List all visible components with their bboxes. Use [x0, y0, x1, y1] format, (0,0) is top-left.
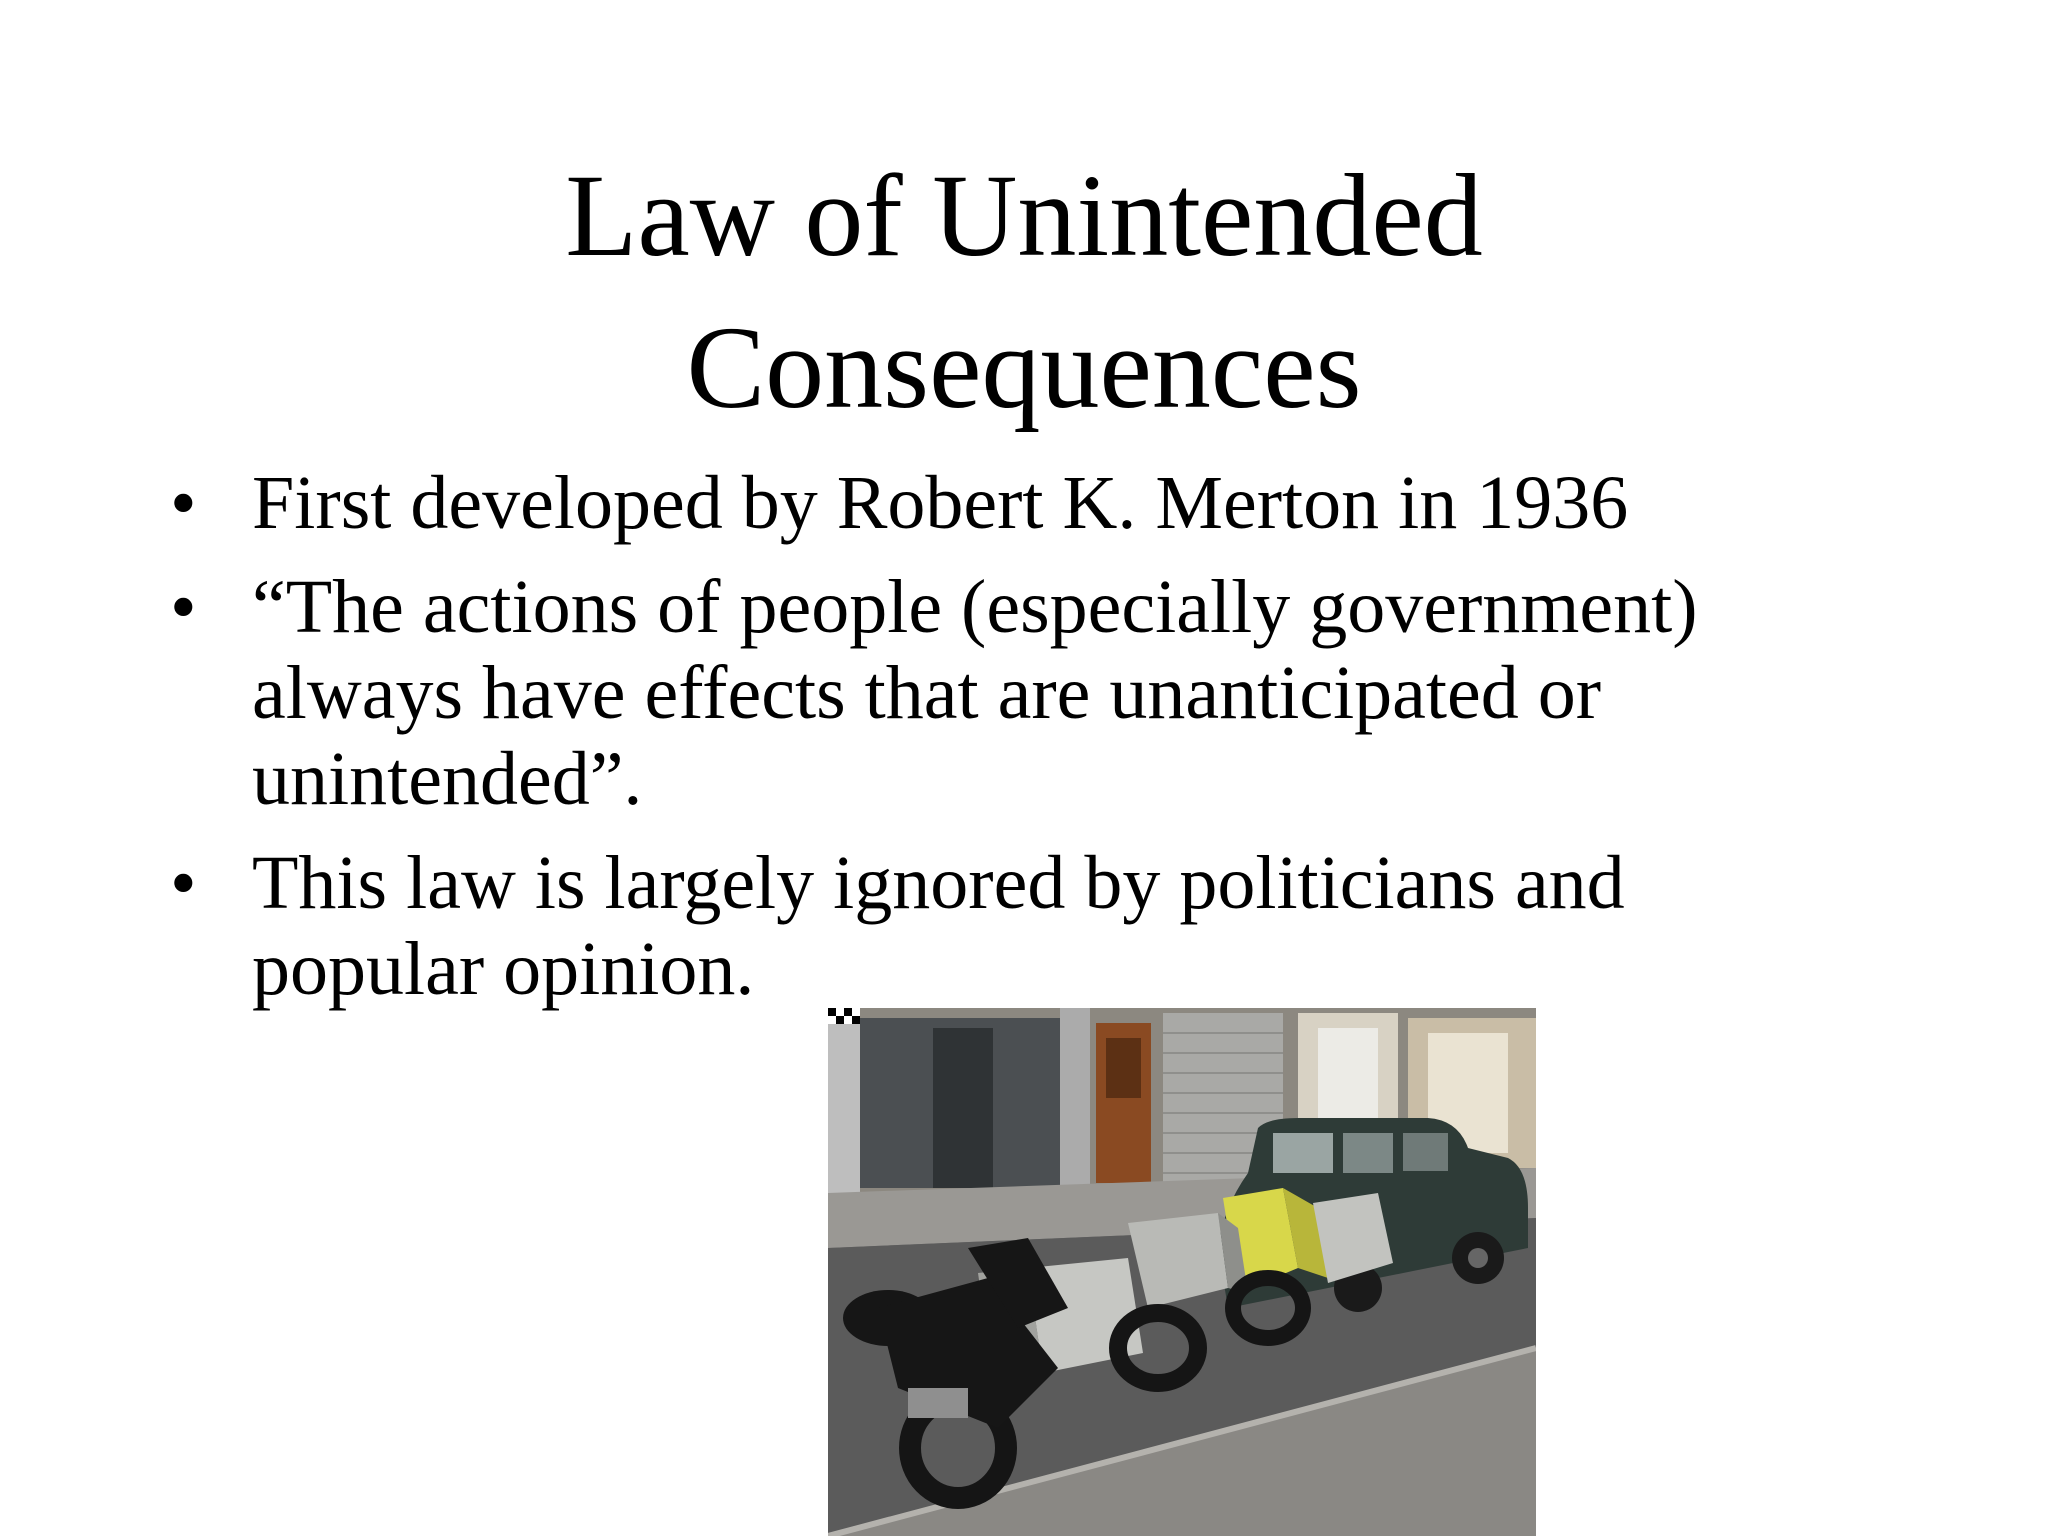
bullet-list [170, 460, 1870, 1030]
bullet-dot-icon: • [170, 565, 197, 649]
bullet-item [170, 564, 1870, 822]
bullet-item [170, 840, 1870, 1012]
slide-title [0, 140, 2048, 444]
bullet-text: First developed by Robert K. Merton in 1936 [252, 461, 1629, 545]
checkered-column-left [828, 1008, 860, 1193]
title-line-1: Law of Unintended [565, 150, 1483, 281]
bullet-text: This law is largely ignored by politicians and popular opinion. [252, 841, 1625, 1011]
bullet-dot-icon: • [170, 841, 197, 925]
toppled-scooters-photo [828, 1008, 1536, 1536]
title-line-2: Consequences [686, 302, 1362, 433]
bullet-item [170, 460, 1870, 546]
bullet-text: “The actions of people (especially government) always have effects that are unanticipated or unintended”. [252, 565, 1698, 821]
bullet-dot-icon: • [170, 461, 197, 545]
street-photo [828, 1008, 1536, 1536]
